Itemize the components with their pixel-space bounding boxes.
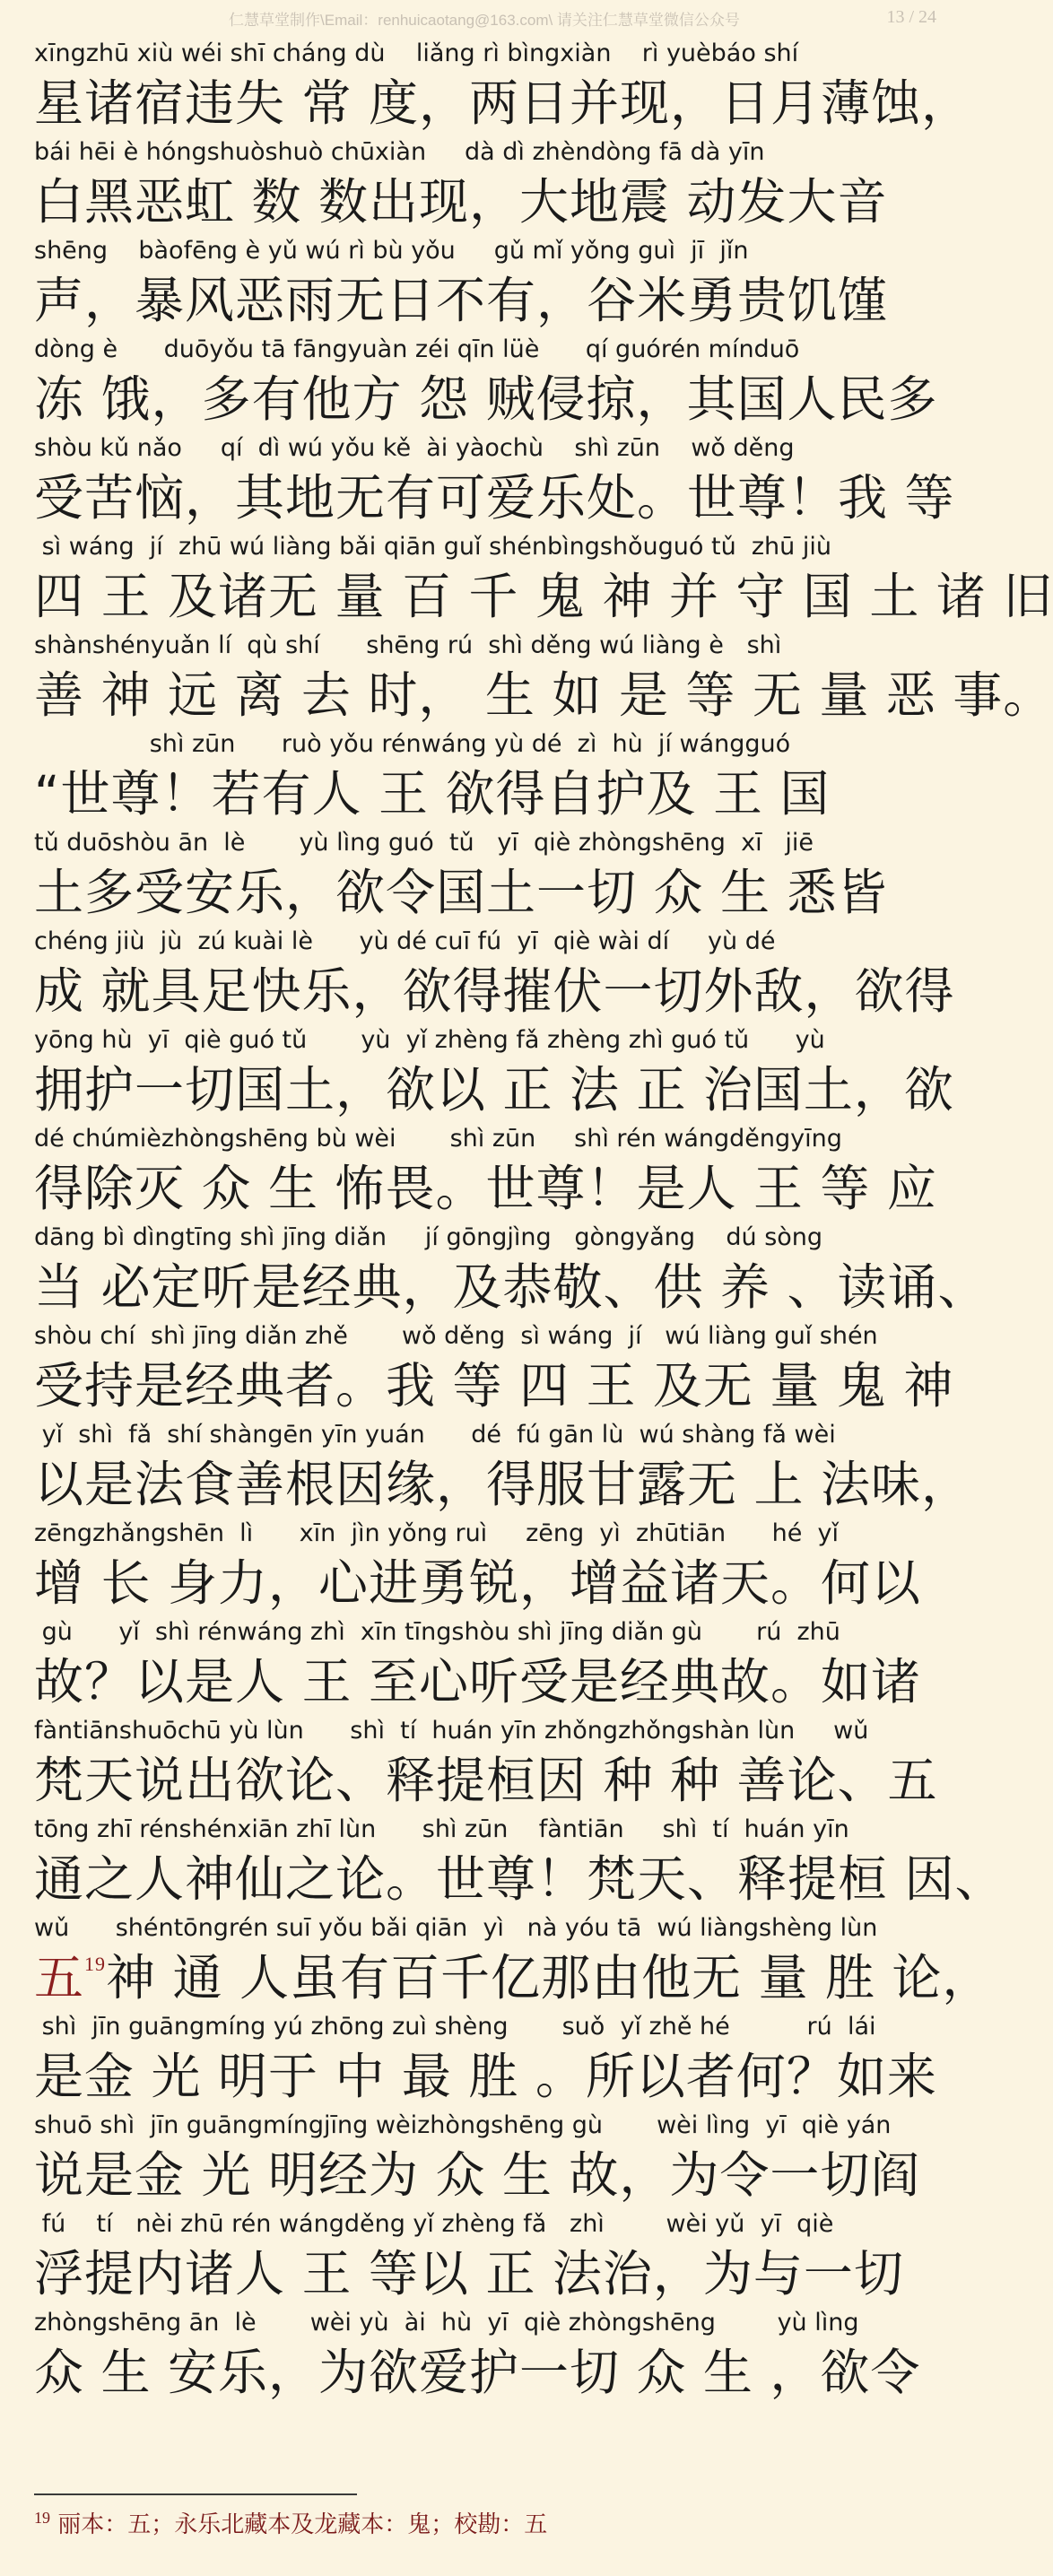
variant-character: 五 [34, 1949, 85, 2006]
pinyin-row: dòng è duōyǒu tā fāngyuàn zéi qīn lüè qí guórén mínduō [34, 335, 800, 363]
footnote-ref-marker[interactable]: 19 [84, 1953, 107, 1975]
pinyin-row: tǔ duōshòu ān lè yù lìng guó tǔ yī qiè zhòngshēng xī jiē [34, 829, 814, 857]
footnote-number: 19 [34, 2509, 50, 2527]
text-line-15 [34, 1417, 971, 1516]
hanzi-row: 得除灭 众 生 怖畏。世尊！是人 王 等 应 [34, 1160, 937, 1217]
pinyin-row: shànshényuǎn lí qù shí shēng rú shì děng wú liàng è shì [34, 631, 782, 659]
text-line-6 [34, 529, 1053, 628]
hanzi-row: 土多受安乐，欲令国土一切 众 生 悉皆 [34, 864, 888, 921]
hanzi-row: 拥护一切国土，欲以 正 法 正 治国土，欲 [34, 1061, 954, 1118]
hanzi-row: 声，暴风恶雨无日不有，谷米勇贵饥馑 [34, 272, 889, 329]
pinyin-row: shēng bàofēng è yǔ wú rì bù yǒu gǔ mǐ yǒng guì jī jǐn [34, 237, 749, 265]
header-watermark: 仁慧草堂制作\Email：renhuicaotang@163.com\ 请关注仁慧草堂微信公众号 [229, 12, 740, 29]
text-line-8 [34, 727, 940, 825]
hanzi-row: 白黑恶虹 数 数出现，大地震 动发大音 [34, 173, 888, 231]
hanzi-row: 星诸宿违失 常 度，两日并现，日月薄蚀， [34, 74, 971, 132]
hanzi-row: 说是金 光 明经为 众 生 故，为令一切阎 [34, 2146, 921, 2204]
pinyin-row: xīngzhū xiù wéi shī cháng dù liǎng rì bìngxiàn rì yuèbáo shí [34, 39, 799, 67]
pinyin-row: dé chúmièzhòngshēng bù wèi shì zūn shì rén wángděngyīng [34, 1125, 842, 1153]
footnote-text: 丽本：五；永乐北藏本及龙藏本：鬼；校勘：五 [57, 2511, 548, 2538]
pinyin-row: yōng hù yī qiè guó tǔ yù yǐ zhèng fǎ zhèng zhì guó tǔ yù [34, 1026, 825, 1054]
hanzi-row: 增 长 身力，心进勇锐，增益诸天。何以 [34, 1554, 921, 1612]
text-line-14 [34, 1318, 954, 1417]
hanzi-row: 通之人神仙之论。世尊！梵天、释提桓 因、 [34, 1850, 1005, 1908]
hanzi-row: “世尊！若有人 王 欲得自护及 王 国 [34, 765, 831, 822]
hanzi-text: 神 通 人虽有百千亿那由他无 量 胜 论， [106, 1949, 993, 2006]
hanzi-row: 以是法食善根因缘，得服甘露无 上 法味， [34, 1456, 971, 1513]
text-line-21 [34, 2009, 940, 2108]
text-line-12 [34, 1121, 940, 1220]
pinyin-row: bái hēi è hóngshuòshuò chūxiàn dà dì zhèndòng fā dà yīn [34, 138, 765, 166]
pinyin-row: shì zūn ruò yǒu rénwáng yù dé zì hù jí wángguó [34, 730, 791, 758]
pinyin-row: gù yǐ shì rénwáng zhì xīn tīngshòu shì jīng diǎn gù rú zhū [34, 1618, 840, 1646]
hanzi-row: 当 必定听是经典，及恭敬、供 养 、读诵、 [34, 1258, 988, 1316]
hanzi-row: 梵天说出欲论、释提桓因 种 种 善论、五 [34, 1752, 938, 1809]
page-number: 13 / 24 [886, 7, 936, 27]
text-line-1 [34, 36, 971, 135]
text-line-22 [34, 2108, 940, 2206]
pinyin-row: sì wáng jí zhū wú liàng bǎi qiān guǐ shénbìngshǒuguó tǔ zhū jiù [34, 533, 831, 561]
hanzi-row: 是金 光 明于 中 最 胜 。所以者何？如来 [34, 2048, 937, 2105]
text-line-11 [34, 1023, 954, 1121]
pinyin-row: shuō shì jīn guāngmíngjīng wèizhòngshēng gù wèi lìng yī qiè yán [34, 2111, 892, 2139]
hanzi-row: 成 就具足快乐，欲得摧伏一切外敌，欲得 [34, 962, 955, 1020]
pinyin-row: zēngzhǎngshēn lì xīn jìn yǒng ruì zēng yì zhūtiān hé yǐ [34, 1519, 839, 1547]
pinyin-row: tōng zhī rénshénxiān zhī lùn shì zūn fàntiān shì tí huán yīn [34, 1815, 849, 1843]
text-line-20 [34, 1910, 993, 2009]
hanzi-row: 故？以是人 王 至心听受是经典故。如诸 [34, 1653, 921, 1710]
pinyin-row: yǐ shì fǎ shí shàngēn yīn yuán dé fú gān lù wú shàng fǎ wèi [34, 1421, 836, 1449]
text-line-5 [34, 431, 955, 529]
pinyin-row: fàntiānshuōchū yù lùn shì tí huán yīn zhǒngzhǒngshàn lùn wǔ [34, 1717, 869, 1745]
hanzi-row: 众 生 安乐，为欲爱护一切 众 生 ，欲令 [34, 2344, 921, 2401]
text-line-2 [34, 135, 940, 233]
footnote [34, 2507, 940, 2543]
text-line-13 [34, 1220, 988, 1318]
text-line-3 [34, 233, 940, 332]
hanzi-row: 受苦恼，其地无有可爱乐处。世尊！我 等 [34, 469, 955, 527]
text-line-18 [34, 1713, 940, 1812]
text-line-10 [34, 924, 955, 1023]
pinyin-row: zhòngshēng ān lè wèi yù ài hù yī qiè zhòngshēng yù lìng [34, 2309, 859, 2337]
text-line-16 [34, 1516, 940, 1614]
footnote-divider [34, 2493, 357, 2495]
hanzi-row: 受持是经典者。我 等 四 王 及无 量 鬼 神 [34, 1357, 954, 1414]
text-line-9 [34, 825, 940, 924]
text-line-19 [34, 1812, 1005, 1910]
pinyin-row: shòu kǔ nǎo qí dì wú yǒu kě ài yàochù shì zūn wǒ děng [34, 434, 795, 462]
pinyin-row: dāng bì dìngtīng shì jīng diǎn jí gōngjìng gòngyǎng dú sòng [34, 1223, 823, 1251]
hanzi-row: 善 神 远 离 去 时， 生 如 是 等 无 量 恶 事。 [34, 666, 1053, 724]
hanzi-row: 四 王 及诸无 量 百 千 鬼 神 并 守 国 土 诸 旧 [34, 568, 1053, 625]
hanzi-row: 浮提内诸人 王 等以 正 法治，为与一切 [34, 2245, 904, 2302]
pinyin-row: chéng jiù jù zú kuài lè yù dé cuī fú yī qiè wài dí yù dé [34, 927, 776, 955]
hanzi-row [34, 1946, 993, 2009]
pinyin-row: fú tí nèi zhū rén wángděng yǐ zhèng fǎ zhì wèi yǔ yī qiè [34, 2210, 834, 2238]
hanzi-row: 冻 饿，多有他方 怨 贼侵掠，其国人民多 [34, 370, 938, 428]
text-line-7 [34, 628, 1053, 727]
text-line-23 [34, 2206, 940, 2305]
text-line-24 [34, 2305, 940, 2404]
text-line-4 [34, 332, 940, 431]
text-line-17 [34, 1614, 940, 1713]
pinyin-row: shòu chí shì jīng diǎn zhě wǒ děng sì wáng jí wú liàng guǐ shén [34, 1322, 878, 1350]
pinyin-row: shì jīn guāngmíng yú zhōng zuì shèng suǒ yǐ zhě hé rú lái [34, 2013, 876, 2041]
pinyin-row: wǔ shéntōngrén suī yǒu bǎi qiān yì nà yóu tā wú liàngshèng lùn [34, 1914, 878, 1942]
